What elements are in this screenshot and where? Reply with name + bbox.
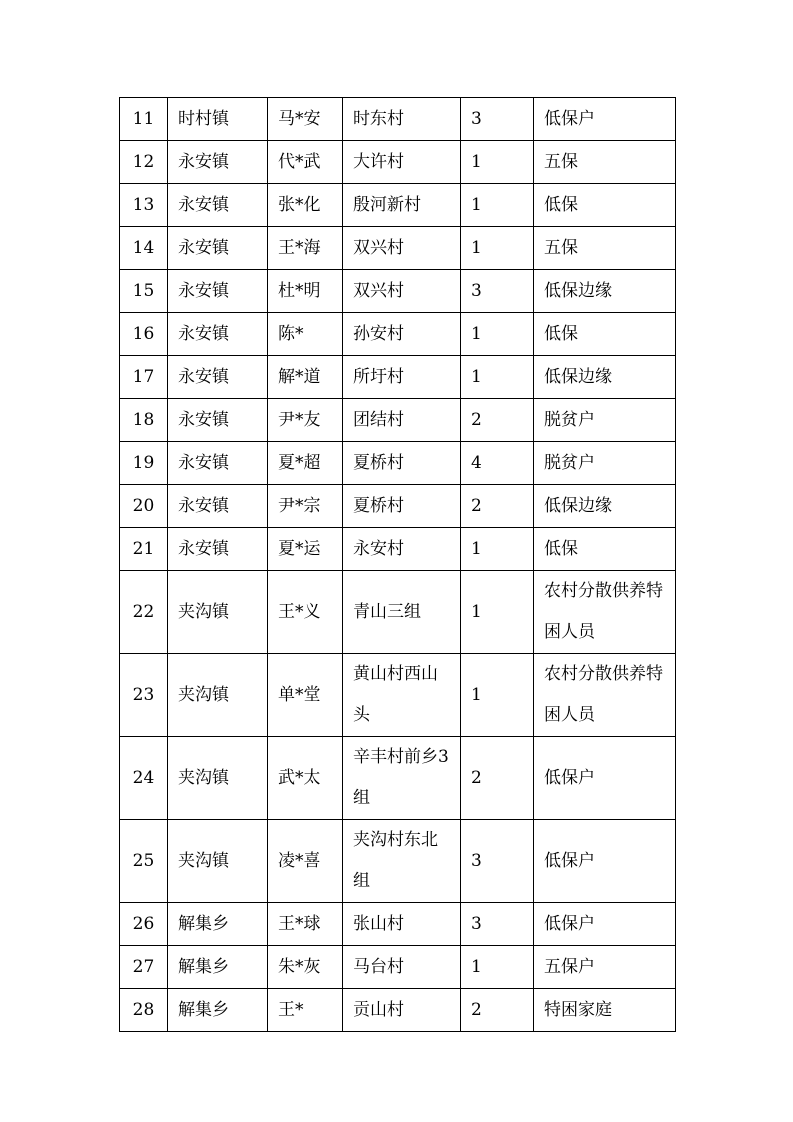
category-cell: 低保边缘 [534,356,676,399]
count-cell: 1 [461,227,534,270]
table-row [120,313,676,356]
name-cell: 夏*运 [268,528,343,571]
town-cell: 永安镇 [168,270,268,313]
town-cell: 永安镇 [168,227,268,270]
village-cell: 辛丰村前乡3组 [343,737,461,820]
name-cell: 夏*超 [268,442,343,485]
name-cell: 尹*宗 [268,485,343,528]
count-cell: 4 [461,442,534,485]
count-cell: 1 [461,313,534,356]
name-cell: 王*义 [268,571,343,654]
count-cell: 1 [461,654,534,737]
category-cell: 特困家庭 [534,989,676,1032]
name-cell: 尹*友 [268,399,343,442]
row-number: 13 [120,184,168,227]
table-row [120,989,676,1032]
category-cell: 低保户 [534,903,676,946]
table-row [120,399,676,442]
table-row [120,903,676,946]
count-cell: 1 [461,184,534,227]
table-row [120,654,676,737]
village-cell: 孙安村 [343,313,461,356]
town-cell: 夹沟镇 [168,820,268,903]
count-cell: 3 [461,820,534,903]
count-cell: 1 [461,141,534,184]
town-cell: 永安镇 [168,184,268,227]
row-number: 18 [120,399,168,442]
town-cell: 永安镇 [168,442,268,485]
village-cell: 时东村 [343,98,461,141]
village-cell: 双兴村 [343,227,461,270]
town-cell: 永安镇 [168,528,268,571]
table-row [120,571,676,654]
table-row [120,485,676,528]
town-cell: 永安镇 [168,141,268,184]
table-row [120,820,676,903]
town-cell: 解集乡 [168,989,268,1032]
category-cell: 低保户 [534,820,676,903]
village-cell: 夏桥村 [343,485,461,528]
category-cell: 五保 [534,227,676,270]
category-cell: 五保 [534,141,676,184]
town-cell: 解集乡 [168,903,268,946]
row-number: 26 [120,903,168,946]
category-cell: 低保 [534,528,676,571]
name-cell: 解*道 [268,356,343,399]
village-cell: 黄山村西山头 [343,654,461,737]
village-cell: 夏桥村 [343,442,461,485]
count-cell: 2 [461,485,534,528]
name-cell: 凌*喜 [268,820,343,903]
name-cell: 单*堂 [268,654,343,737]
count-cell: 1 [461,571,534,654]
row-number: 14 [120,227,168,270]
table-row [120,184,676,227]
village-cell: 夹沟村东北组 [343,820,461,903]
village-cell: 张山村 [343,903,461,946]
category-cell: 脱贫户 [534,399,676,442]
name-cell: 代*武 [268,141,343,184]
count-cell: 3 [461,903,534,946]
row-number: 19 [120,442,168,485]
table-row [120,270,676,313]
table-row [120,141,676,184]
table-row [120,528,676,571]
name-cell: 王* [268,989,343,1032]
village-cell: 所圩村 [343,356,461,399]
count-cell: 3 [461,98,534,141]
count-cell: 1 [461,946,534,989]
count-cell: 2 [461,989,534,1032]
row-number: 25 [120,820,168,903]
village-cell: 双兴村 [343,270,461,313]
count-cell: 2 [461,399,534,442]
town-cell: 时村镇 [168,98,268,141]
category-cell: 低保边缘 [534,270,676,313]
table-row [120,737,676,820]
category-cell: 五保户 [534,946,676,989]
name-cell: 马*安 [268,98,343,141]
row-number: 17 [120,356,168,399]
village-cell: 殷河新村 [343,184,461,227]
town-cell: 永安镇 [168,485,268,528]
village-cell: 大许村 [343,141,461,184]
category-cell: 低保户 [534,98,676,141]
name-cell: 王*球 [268,903,343,946]
row-number: 16 [120,313,168,356]
name-cell: 杜*明 [268,270,343,313]
row-number: 27 [120,946,168,989]
table-row [120,442,676,485]
row-number: 22 [120,571,168,654]
category-cell: 低保 [534,313,676,356]
village-cell: 团结村 [343,399,461,442]
category-cell: 低保 [534,184,676,227]
village-cell: 马台村 [343,946,461,989]
name-cell: 陈* [268,313,343,356]
village-cell: 永安村 [343,528,461,571]
count-cell: 3 [461,270,534,313]
town-cell: 夹沟镇 [168,571,268,654]
table-row [120,946,676,989]
category-cell: 低保边缘 [534,485,676,528]
table-row [120,227,676,270]
row-number: 24 [120,737,168,820]
row-number: 23 [120,654,168,737]
row-number: 20 [120,485,168,528]
town-cell: 夹沟镇 [168,737,268,820]
count-cell: 1 [461,356,534,399]
village-cell: 贡山村 [343,989,461,1032]
row-number: 12 [120,141,168,184]
beneficiary-table [119,97,676,1032]
category-cell: 农村分散供养特困人员 [534,571,676,654]
table-row [120,98,676,141]
name-cell: 武*太 [268,737,343,820]
town-cell: 永安镇 [168,356,268,399]
category-cell: 低保户 [534,737,676,820]
category-cell: 脱贫户 [534,442,676,485]
row-number: 11 [120,98,168,141]
row-number: 15 [120,270,168,313]
name-cell: 朱*灰 [268,946,343,989]
town-cell: 夹沟镇 [168,654,268,737]
name-cell: 张*化 [268,184,343,227]
table-row [120,356,676,399]
town-cell: 永安镇 [168,399,268,442]
village-cell: 青山三组 [343,571,461,654]
count-cell: 1 [461,528,534,571]
row-number: 28 [120,989,168,1032]
name-cell: 王*海 [268,227,343,270]
town-cell: 永安镇 [168,313,268,356]
row-number: 21 [120,528,168,571]
town-cell: 解集乡 [168,946,268,989]
count-cell: 2 [461,737,534,820]
category-cell: 农村分散供养特困人员 [534,654,676,737]
